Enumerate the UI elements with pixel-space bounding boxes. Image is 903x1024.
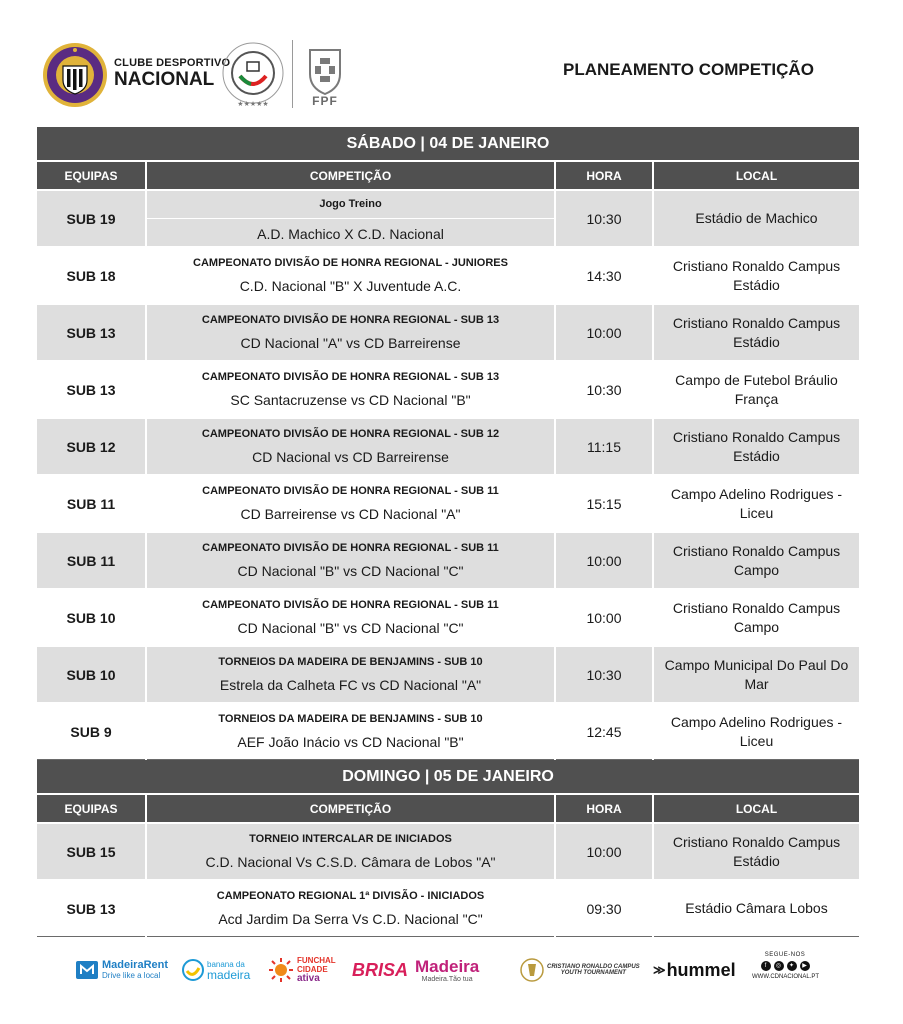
col-header-teams: EQUIPAS: [37, 794, 146, 823]
time-cell: 15:15: [555, 475, 653, 532]
hummel-chevron-icon: ≫: [653, 963, 666, 977]
location-cell: Cristiano Ronaldo Campus Campo: [653, 532, 859, 589]
location-cell: Cristiano Ronaldo Campus Estádio: [653, 304, 859, 361]
location-cell: Campo de Futebol Bráulio França: [653, 361, 859, 418]
funchal-line1: FUNCHAL: [297, 956, 336, 965]
match-fixture: CD Nacional "B" vs CD Nacional "C": [237, 563, 464, 579]
competition-name: Jogo Treino: [147, 191, 554, 219]
social-follow: [752, 952, 818, 980]
competition-cell: [146, 247, 555, 304]
location-cell: Campo Adelino Rodrigues - Liceu: [653, 475, 859, 532]
match-fixture: A.D. Machico X C.D. Nacional: [257, 226, 444, 242]
sponsor-madeira: [415, 948, 479, 992]
banana-line2: madeira: [207, 967, 251, 982]
team-cell: SUB 13: [37, 361, 146, 418]
sponsor-hummel: [653, 948, 736, 992]
sponsor-cr-campus-tournament: [520, 948, 640, 992]
competition-name: CAMPEONATO DIVISÃO DE HONRA REGIONAL - SUB 13: [201, 371, 500, 383]
page-title: PLANEAMENTO COMPETIÇÃO: [563, 60, 814, 79]
col-header-competition: COMPETIÇÃO: [146, 161, 555, 190]
team-cell: SUB 12: [37, 418, 146, 475]
location-cell: Campo Municipal Do Paul Do Mar: [653, 646, 859, 703]
competition-name: TORNEIOS DA MADEIRA DE BENJAMINS - SUB 10: [218, 713, 483, 725]
competition-name: CAMPEONATO DIVISÃO DE HONRA REGIONAL - SUB 12: [201, 428, 500, 440]
competition-cell: [146, 880, 555, 937]
table-row: [37, 646, 859, 703]
time-cell: 10:00: [555, 589, 653, 646]
time-cell: 10:00: [555, 532, 653, 589]
location-cell: Cristiano Ronaldo Campus Campo: [653, 589, 859, 646]
competition-cell: [146, 361, 555, 418]
competition-name: CAMPEONATO REGIONAL 1ª DIVISÃO - INICIADOS: [216, 890, 485, 902]
team-cell: SUB 15: [37, 823, 146, 880]
competition-cell: [146, 703, 555, 760]
team-cell: SUB 10: [37, 646, 146, 703]
match-fixture: Estrela da Calheta FC vs CD Nacional "A": [219, 677, 482, 693]
time-cell: 14:30: [555, 247, 653, 304]
col-header-teams: EQUIPAS: [37, 161, 146, 190]
sponsor-funchal-cidade-ativa: [268, 948, 336, 992]
location-cell: Campo Adelino Rodrigues - Liceu: [653, 703, 859, 760]
competition-cell: [146, 646, 555, 703]
table-row: [37, 703, 859, 760]
competition-cell: [146, 589, 555, 646]
fpf-label: FPF: [312, 94, 338, 108]
cr-campus-crest-icon: [520, 957, 544, 983]
match-fixture: CD Nacional "A" vs CD Barreirense: [240, 335, 461, 351]
youtube-icon[interactable]: ▶: [800, 961, 810, 971]
day-label: DOMINGO | 05 DE JANEIRO: [37, 760, 859, 795]
match-fixture: Acd Jardim Da Serra Vs C.D. Nacional "C": [218, 911, 483, 927]
instagram-icon[interactable]: ◎: [774, 961, 784, 971]
time-cell: 10:30: [555, 190, 653, 247]
location-cell: Estádio Câmara Lobos: [653, 880, 859, 937]
time-cell: 09:30: [555, 880, 653, 937]
match-fixture: AEF João Inácio vs CD Nacional "B": [237, 734, 464, 750]
club-name: [114, 58, 230, 89]
banana-line1: banana da: [207, 959, 245, 969]
match-fixture: C.D. Nacional "B" X Juventude A.C.: [239, 278, 462, 294]
location-cell: Cristiano Ronaldo Campus Estádio: [653, 418, 859, 475]
madeirarent-tagline: Drive like a local: [102, 971, 161, 980]
competition-name: CAMPEONATO DIVISÃO DE HONRA REGIONAL - SUB 11: [202, 485, 499, 497]
col-header-location: LOCAL: [653, 161, 859, 190]
col-header-competition: COMPETIÇÃO: [146, 794, 555, 823]
day-label: SÁBADO | 04 DE JANEIRO: [37, 127, 859, 161]
location-cell: Estádio de Machico: [653, 190, 859, 247]
table-row: [37, 589, 859, 646]
time-cell: 10:00: [555, 823, 653, 880]
day-header-row: [37, 760, 859, 795]
madeira-tagline: Madeira.Tão tua: [421, 975, 473, 983]
team-cell: SUB 18: [37, 247, 146, 304]
team-cell: SUB 9: [37, 703, 146, 760]
competition-name: TORNEIO INTERCALAR DE INICIADOS: [249, 833, 452, 845]
table-row: [37, 880, 859, 937]
competition-name: CAMPEONATO DIVISÃO DE HONRA REGIONAL - SUB 11: [202, 599, 499, 611]
table-row: [37, 418, 859, 475]
brisa-name: BRISA: [352, 959, 409, 980]
banana-logo-icon: [182, 959, 204, 981]
time-cell: 10:30: [555, 361, 653, 418]
funchal-line3: ativa: [297, 973, 320, 984]
club-name-line2: NACIONAL: [114, 69, 215, 90]
madeirarent-logo-icon: [76, 961, 98, 979]
competition-name: CAMPEONATO DIVISÃO DE HONRA REGIONAL - SUB 11: [202, 542, 499, 554]
time-cell: 10:00: [555, 304, 653, 361]
website-url[interactable]: WWW.CDNACIONAL.PT: [752, 974, 819, 980]
twitter-icon[interactable]: ✦: [787, 961, 797, 971]
match-fixture: CD Nacional "B" vs CD Nacional "C": [237, 620, 464, 636]
match-fixture: C.D. Nacional Vs C.S.D. Câmara de Lobos "A": [205, 854, 496, 870]
certified-academy-badge: [218, 40, 288, 110]
cr-campus-line2: YOUTH TOURNAMENT: [560, 970, 626, 976]
competition-name: CAMPEONATO DIVISÃO DE HONRA REGIONAL - SUB 13: [201, 314, 500, 326]
column-header-row: [37, 794, 859, 823]
madeirarent-name: MadeiraRent: [102, 959, 169, 971]
table-row: [37, 361, 859, 418]
match-fixture: CD Barreirense vs CD Nacional "A": [240, 506, 461, 522]
time-cell: 10:30: [555, 646, 653, 703]
svg-text:★★★★★: ★★★★★: [237, 100, 269, 108]
facebook-icon[interactable]: f: [761, 961, 771, 971]
team-cell: SUB 19: [37, 190, 146, 247]
funchal-line2: CIDADE: [297, 965, 328, 974]
column-header-row: [37, 161, 859, 190]
competition-cell: [146, 475, 555, 532]
table-row: [37, 532, 859, 589]
team-cell: SUB 10: [37, 589, 146, 646]
time-cell: 11:15: [555, 418, 653, 475]
col-header-location: LOCAL: [653, 794, 859, 823]
competition-cell: [146, 190, 555, 247]
follow-label: SEGUE-NOS: [764, 952, 806, 958]
competition-cell: [146, 418, 555, 475]
page-header: [0, 0, 903, 125]
time-cell: 12:45: [555, 703, 653, 760]
match-fixture: SC Santacruzense vs CD Nacional "B": [230, 392, 471, 408]
club-crest-logo: [42, 42, 108, 108]
sponsor-banana-madeira: [182, 948, 250, 992]
col-header-time: HORA: [555, 161, 653, 190]
header-separator: [292, 40, 293, 108]
competition-name: TORNEIOS DA MADEIRA DE BENJAMINS - SUB 10: [218, 656, 483, 668]
table-row: [37, 823, 859, 880]
club-name-line1: CLUBE DESPORTIVO: [114, 57, 231, 69]
madeira-name: Madeira: [415, 956, 480, 976]
col-header-time: HORA: [555, 794, 653, 823]
table-row: [37, 304, 859, 361]
competition-cell: [146, 304, 555, 361]
schedule-table: [37, 127, 859, 937]
competition-cell: [146, 823, 555, 880]
hummel-name: hummel: [666, 959, 736, 980]
location-cell: Cristiano Ronaldo Campus Estádio: [653, 247, 859, 304]
location-cell: Cristiano Ronaldo Campus Estádio: [653, 823, 859, 880]
sponsors-bar: [70, 948, 840, 992]
team-cell: SUB 13: [37, 880, 146, 937]
day-header-row: [37, 127, 859, 161]
funchal-sun-icon: [268, 957, 294, 983]
sponsor-brisa: [352, 948, 408, 992]
team-cell: SUB 11: [37, 532, 146, 589]
match-fixture: CD Nacional vs CD Barreirense: [252, 449, 449, 465]
competition-cell: [146, 532, 555, 589]
team-cell: SUB 13: [37, 304, 146, 361]
team-cell: SUB 11: [37, 475, 146, 532]
cr-campus-line1: CRISTIANO RONALDO CAMPUS: [547, 964, 640, 970]
competition-name: CAMPEONATO DIVISÃO DE HONRA REGIONAL - JUNIORES: [193, 257, 508, 269]
table-row: [37, 475, 859, 532]
sponsor-madeirarent: [76, 948, 168, 992]
table-row: [37, 190, 859, 247]
table-row: [37, 247, 859, 304]
